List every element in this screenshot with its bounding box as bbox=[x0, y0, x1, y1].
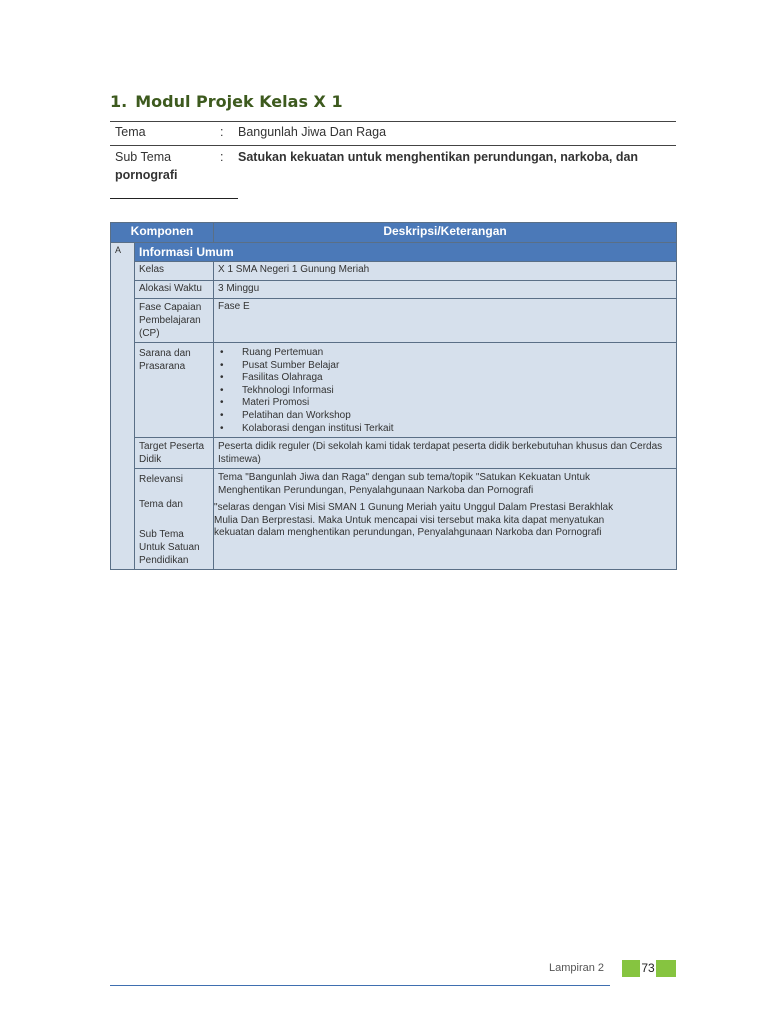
footer-label: Lampiran 2 bbox=[549, 962, 605, 974]
sarana-list bbox=[218, 347, 672, 435]
subtema-row bbox=[110, 146, 676, 194]
table-row bbox=[111, 469, 677, 570]
row-label-relevansi bbox=[135, 469, 214, 570]
row-label-kelas: Kelas bbox=[135, 262, 214, 281]
module-table bbox=[110, 222, 677, 570]
row-value-target: Peserta didik reguler (Di sekolah kami tidak terdapat peserta didik berkebutuhan khusus dan Cerdas Istimewa) bbox=[214, 438, 677, 469]
list-item: • Fasilitas Olahraga bbox=[218, 372, 672, 385]
relevansi-line-4: Mulia Dan Berprestasi. Maka Untuk mencapai visi tersebut maka kita dapat menyatukan bbox=[214, 514, 605, 526]
row-value-alokasi: 3 Minggu bbox=[214, 281, 677, 299]
relevansi-line-1: Tema "Bangunlah Jiwa dan Raga" dengan sub tema/topik "Satukan Kekuatan Untuk bbox=[218, 472, 591, 484]
list-item: • Ruang Pertemuan bbox=[218, 347, 672, 360]
row-label-fase: Fase Capaian Pembelajaran (CP) bbox=[135, 299, 214, 343]
page-heading bbox=[110, 92, 343, 111]
page-number: 73 bbox=[641, 961, 655, 975]
table-row bbox=[111, 262, 677, 281]
list-item: • Tekhnologi Informasi bbox=[218, 385, 672, 398]
tema-separator: : bbox=[220, 125, 224, 139]
relevansi-line-2: Menghentikan Perundungan, Penyalahgunaan Narkoba dan Pornografi bbox=[218, 484, 534, 496]
table-row bbox=[111, 281, 677, 299]
relevansi-label-2: Tema dan bbox=[139, 499, 183, 511]
row-value-relevansi bbox=[214, 469, 677, 570]
table-row bbox=[111, 299, 677, 343]
heading-title: Modul Projek Kelas X 1 bbox=[135, 92, 343, 111]
section-title: Informasi Umum bbox=[135, 243, 677, 262]
module-meta bbox=[110, 121, 676, 194]
list-item: • Pelatihan dan Workshop bbox=[218, 410, 672, 423]
subtema-separator: : bbox=[220, 150, 224, 164]
row-value-fase: Fase E bbox=[214, 299, 677, 343]
subtema-value-wrap: pornografi bbox=[115, 168, 178, 182]
tema-row bbox=[110, 122, 676, 146]
subtema-value: Satukan kekuatan untuk menghentikan perundungan, narkoba, dan bbox=[238, 150, 639, 164]
heading-number: 1. bbox=[110, 92, 128, 111]
tema-label: Tema bbox=[115, 125, 146, 139]
header-deskripsi: Deskripsi/Keterangan bbox=[214, 223, 677, 243]
table-header-row bbox=[111, 223, 677, 243]
list-item: • Kolaborasi dengan institusi Terkait bbox=[218, 423, 672, 436]
relevansi-line-5: kekuatan dalam menghentikan perundungan, Penyalahgunaan Narkoba dan Pornografi bbox=[214, 527, 602, 539]
subtema-label: Sub Tema bbox=[115, 150, 172, 164]
section-row bbox=[111, 243, 677, 262]
footer-rule bbox=[110, 985, 610, 986]
relevansi-line-3: "selaras dengan Visi Misi SMAN 1 Gunung Meriah yaitu Unggul Dalam Prestasi Berakhlak bbox=[214, 502, 614, 514]
row-value-kelas: X 1 SMA Negeri 1 Gunung Meriah bbox=[214, 262, 677, 281]
table-row bbox=[111, 343, 677, 438]
section-letter: A bbox=[111, 243, 135, 570]
header-komponen: Komponen bbox=[111, 223, 214, 243]
divider bbox=[110, 198, 238, 199]
row-label-target: Target Peserta Didik bbox=[135, 438, 214, 469]
row-value-sarana bbox=[214, 343, 677, 438]
relevansi-label-3: Sub Tema Untuk Satuan Pendidikan bbox=[139, 529, 200, 567]
tema-value: Bangunlah Jiwa Dan Raga bbox=[238, 125, 387, 139]
page-badge bbox=[622, 960, 676, 977]
list-item: • Materi Promosi bbox=[218, 397, 672, 410]
table-row bbox=[111, 438, 677, 469]
row-label-sarana: Sarana dan Prasarana bbox=[135, 343, 214, 438]
list-item: • Pusat Sumber Belajar bbox=[218, 360, 672, 373]
relevansi-label-1: Relevansi bbox=[139, 474, 183, 486]
row-label-alokasi: Alokasi Waktu bbox=[135, 281, 214, 299]
